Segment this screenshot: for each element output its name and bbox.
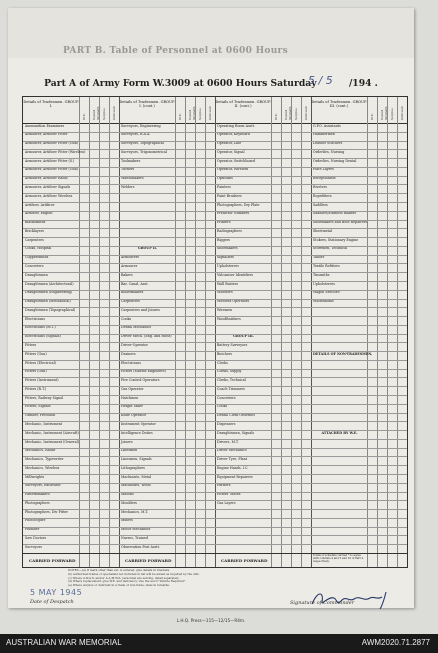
ghost-title: PART B. Table of Personnel at 0600 Hours <box>63 46 288 56</box>
trade-row-label: Surveyors, Engineering <box>121 123 161 128</box>
trade-row-label: Saddlers <box>313 202 328 207</box>
subcolumn-header: W.E. <box>82 113 86 120</box>
trade-row-label: Armourer, Artificer Fitter <box>25 132 68 137</box>
trade-row-label: Dispensers <box>217 421 236 426</box>
subcolumn-header: Deficient <box>112 106 116 120</box>
trade-row-label: Draughtsmen (Architectural) <box>25 281 74 286</box>
svg-text:Ajdlea Lieut: Ajdlea Lieut <box>328 608 335 609</box>
column-header: Details of Tradesmen. GROUP I. <box>23 100 79 109</box>
row-divider <box>23 377 407 378</box>
row-divider <box>23 184 407 185</box>
trade-row-label: Mechanics, Radar <box>25 448 56 453</box>
trade-row-label: GROUP III. <box>233 334 254 339</box>
trade-row-label: Boilermakers <box>121 290 144 295</box>
row-divider <box>23 202 407 203</box>
row-divider <box>23 535 407 536</box>
trade-row-label: Lithographers <box>121 465 145 470</box>
trade-row-label: Sheetmetal <box>313 228 333 233</box>
trade-row-label: Carpenters <box>25 237 44 242</box>
trade-row-label: Cooks <box>217 404 228 409</box>
trade-row-label: Armourer, Artificer Fitter (Wireless) <box>25 149 86 154</box>
trade-row-label: Tinsmiths <box>313 272 330 277</box>
trade-row-label: Saw Doctors <box>25 536 47 541</box>
trade-row-label: Blacksmiths <box>25 220 46 225</box>
date-of-despatch-label: Date of Despatch <box>30 599 74 605</box>
row-divider <box>23 456 407 457</box>
trade-row-label: Linesmen, Signals <box>121 457 152 462</box>
trade-row-label: Mechanic, Instrument <box>25 421 63 426</box>
trade-row-label: Riveters <box>313 185 327 190</box>
trade-row-label: Driver Mech. (Eng. and Hoist) <box>121 334 172 339</box>
trade-row-label: Electricians <box>25 316 45 321</box>
row-divider <box>23 281 407 282</box>
trade-row-label: Fitters' Mates <box>217 492 241 497</box>
row-divider <box>23 237 407 238</box>
trade-row-label: Wireless Operators <box>217 299 250 304</box>
row-divider <box>23 351 407 352</box>
row-divider <box>23 272 407 273</box>
press-mark: L.H.Q. Press—115—12/15—R4m. <box>176 618 246 623</box>
trade-row-label: Fitters (R.T.) <box>25 386 47 391</box>
row-divider <box>23 544 407 545</box>
trade-row-label: Wall Busters <box>217 281 239 286</box>
row-divider <box>23 421 407 422</box>
trade-row-label: Instrument Operator <box>121 421 156 426</box>
trade-row-label: Patternmakers <box>25 492 50 497</box>
subcolumn-header: Posted Strength <box>284 106 292 120</box>
trade-row-label: Surveyors <box>25 544 42 549</box>
trade-row-label: Opticians <box>217 176 233 181</box>
trade-row-label: Printers <box>217 220 231 225</box>
trade-row-label: Clerks <box>217 360 228 365</box>
trade-row-label: Gas Operator <box>121 386 144 391</box>
trade-row-label: Gas Layers <box>217 500 236 505</box>
trade-row-label: Shoemakers <box>217 246 238 251</box>
trade-row-label: Height Taker <box>121 404 143 409</box>
trade-row-label: Carpenters <box>121 299 140 304</box>
column-header: Details of Tradesmen. GROUP I. (cont.) <box>119 100 175 109</box>
row-divider <box>23 492 407 493</box>
trade-row-label: Hammermen <box>313 132 335 137</box>
trade-row-label: Driver Tyre, Plant <box>217 457 248 462</box>
row-divider <box>23 132 407 133</box>
form-title: Part A of Army Form W.3009 at 0600 Hours Saturday /194 . <box>44 78 378 89</box>
subcolumn-header: Posted Strength <box>380 106 388 120</box>
carried-forward-label: CARRIED FORWARD <box>29 557 76 563</box>
trade-row-label: Nurses, Trained <box>121 536 148 541</box>
accession-number: AWM2020.71.2877 <box>361 638 430 647</box>
trade-row-label: Drivers, M.T. <box>217 439 239 444</box>
trade-row-label: Predictor Numbers <box>217 211 250 216</box>
trade-row-label: Bricklayers <box>25 228 44 233</box>
trade-row-label: Masons <box>121 492 134 497</box>
row-divider <box>23 386 407 387</box>
trade-row-label: Concreters <box>25 264 44 268</box>
row-divider <box>23 404 407 405</box>
trade-row-label: Leather Stitchers <box>313 141 343 146</box>
trade-row-label: Operator, Wireless <box>217 167 249 172</box>
trade-row-label: Upholsterers <box>217 264 239 268</box>
subcolumn-header: W.E. <box>274 113 278 120</box>
trade-row-label: Grinder, Precision <box>25 413 56 418</box>
trade-row-label: Photographers <box>25 500 50 505</box>
trade-row-label: Fire Control Operators <box>121 378 160 383</box>
form-sheet <box>8 8 414 623</box>
trade-row-label: Fitters (Electrical) <box>25 360 56 365</box>
trade-row-label: Mechanics, Wireless <box>25 465 60 470</box>
note-line: (b) Authorised trades or specialists not included in list will be added as required by the unit. <box>68 571 200 576</box>
trade-row-label: Saddlers/Harness makers <box>313 211 357 216</box>
trade-row-label: Plate Layers <box>313 167 334 172</box>
archive-name: AUSTRALIAN WAR MEMORIAL <box>6 638 122 647</box>
note-line: (c) Where A.W.A.S. and/or A.A.M.W.S. personnel are serving, detail separately. <box>68 575 180 580</box>
trade-row-label: Wheelers <box>217 290 233 295</box>
column-header: Details of Tradesmen. GROUP III. (cont.) <box>311 100 367 109</box>
trade-row-label: Armourer, Artificer Radio <box>25 176 68 181</box>
subcolumn-header: W.E. <box>178 113 182 120</box>
subcolumn-header: Surplus <box>198 108 202 120</box>
row-divider <box>23 509 407 510</box>
trade-row-label: Draughtsmen <box>25 272 48 277</box>
trade-row-label: Cooks <box>121 316 132 321</box>
row-divider <box>23 211 407 212</box>
carried-forward-label: CARRIED FORWARD <box>125 557 172 563</box>
trade-row-label: Photocopier <box>25 518 46 523</box>
row-divider <box>23 527 407 528</box>
subcolumn-header: Surplus <box>102 108 106 120</box>
row-divider <box>23 430 407 431</box>
trade-row-label: Electricians (Signals) <box>25 334 61 339</box>
trade-row-label: DETAILS OF NON-TRADESMEN. <box>313 351 373 356</box>
trade-row-label: Armourer, Artificer Fitter (Gun) <box>25 167 79 172</box>
trade-row-label: Photographers, Div Fitter <box>25 509 68 514</box>
trade-row-label: Clerks, Technical <box>217 378 246 383</box>
trade-row-label: Turners <box>121 167 135 172</box>
trade-row-label: Hatchmen <box>121 395 139 400</box>
row-divider <box>23 220 407 221</box>
notes-section <box>68 569 388 588</box>
column-header: Details of Tradesmen. GROUP II. (cont.) <box>215 100 271 109</box>
trade-row-label: Operator, Signal <box>217 149 245 154</box>
trade-row-label: Equipment Repairers <box>217 474 253 479</box>
row-divider <box>23 263 407 264</box>
trade-row-label: Draughtsmen (Mechanical) <box>25 299 71 304</box>
trade-row-label: Machinists, Metal <box>121 474 152 479</box>
subcolumn-header: Deficient <box>400 106 404 120</box>
row-divider <box>23 316 407 317</box>
handwritten-date: 5 / 5 <box>308 74 333 87</box>
trade-row-label: Mechanic, Instrument (General) <box>25 439 79 444</box>
note-line: (d) Where replacement, give W.E. and deficiency. Use the word "Vehicle Required". <box>68 579 186 584</box>
trade-row-label: Plumber <box>25 527 40 532</box>
row-divider <box>23 334 407 335</box>
trade-row-label: Bakers <box>121 272 133 277</box>
trades-table <box>22 96 408 568</box>
trade-row-label: Miners <box>121 518 133 523</box>
trade-row-label: Intelligence Duties <box>121 430 153 435</box>
row-divider <box>23 176 407 177</box>
row-divider <box>23 299 407 300</box>
trade-row-label: Knife Operator <box>121 413 147 418</box>
subcolumn-header: W.E. <box>370 113 374 120</box>
commander-signature <box>308 588 408 610</box>
trade-row-label: Fitters (Gun) <box>25 351 47 356</box>
trade-row-label: Butchers <box>217 351 233 356</box>
trade-row-label: ATTACHED BY W.E. <box>321 430 358 435</box>
trade-row-label: Photographers, Dry Plate <box>217 202 260 207</box>
trade-row-label: Mechanic, Instrument (Aircraft) <box>25 430 79 435</box>
trade-row-label: Toolmakers <box>121 158 141 163</box>
trade-row-label: Operator, Keyboard <box>217 132 250 137</box>
archive-footer <box>0 634 438 653</box>
row-divider <box>23 325 407 326</box>
carried-forward-label: CARRIED FORWARD <box>221 557 268 563</box>
row-divider <box>23 141 407 142</box>
trade-row-label: Mechanics, M.T. <box>121 509 149 514</box>
trade-row-label: Draughtsmen (Engineering) <box>25 290 72 295</box>
trade-row-label: Riggers <box>217 237 230 242</box>
trade-row-label: Paint Brushers <box>217 193 242 198</box>
trade-row-label: Textile Refitters <box>313 264 340 268</box>
trade-row-label: Coach Trimmers <box>217 386 245 391</box>
trade-row-label: Carpenters and Joiners <box>121 307 160 312</box>
trade-row-label: Driver Mechanics <box>217 448 247 453</box>
row-divider <box>23 246 407 247</box>
row-divider <box>23 474 407 475</box>
trade-row-label: Fitters <box>25 342 37 347</box>
trade-row-label: Farriers <box>217 483 231 488</box>
trade-row-label: Artificer, Artificer <box>25 202 55 207</box>
trade-row-label: Fitters, Signals <box>25 404 51 409</box>
row-divider <box>23 255 407 256</box>
trade-row-label: Upholsterers <box>313 281 335 286</box>
row-divider <box>23 395 407 396</box>
trade-row-label: GROUP II. <box>137 246 158 251</box>
trade-row-label: Wagon Erectors <box>313 290 340 295</box>
trade-row-label: Armourer, Artificer Wireless <box>25 193 73 198</box>
trade-row-label: Dental Clerk Orderlies <box>217 413 255 418</box>
trade-row-label: Surveyors, Trigonometrical <box>121 149 167 154</box>
trade-row-label: Draughtsmen, Signals <box>217 430 255 435</box>
trade-row-label: Signallers <box>217 255 234 260</box>
trade-row-label: Operator, Switchboard <box>217 158 256 163</box>
trade-row-label: Joiners <box>121 439 133 444</box>
trade-row-label: Coppersmiths <box>25 255 49 260</box>
trade-row-label: Cooks, Hospital <box>25 246 52 251</box>
row-divider <box>23 167 407 168</box>
trade-row-label: Drainers <box>121 351 136 356</box>
trade-row-label: Mechanics, Typewriter <box>25 457 64 462</box>
row-divider <box>23 228 407 229</box>
trade-row-label: Ammunition Examiners <box>25 123 65 128</box>
trade-row-label: Electricians (M.T.) <box>25 325 56 330</box>
row-divider <box>23 193 407 194</box>
trade-row-label: Dental Mechanics <box>121 325 152 330</box>
trade-row-label: Linesmen <box>121 448 138 453</box>
trade-row-label: Armourer <box>121 264 138 268</box>
trade-row-label: Vulcaniser Identifiers <box>217 272 253 277</box>
trade-row-label: Surveyors, Excavator <box>25 483 61 488</box>
subcolumn-header: Surplus <box>390 108 394 120</box>
trade-row-label: Wiremen <box>217 307 233 312</box>
trade-row-label: Driver-Operator <box>121 342 148 347</box>
trade-row-label: Millwrights <box>25 474 45 479</box>
trade-row-label: Watchmakers <box>121 176 144 181</box>
trade-row-label: Armourer, Artificer Fitter (Gun) <box>25 141 79 146</box>
trade-row-label: Receptionists <box>313 176 336 181</box>
trade-row-label: Electricians <box>121 360 141 365</box>
subcolumn-header: Posted Strength <box>188 106 196 120</box>
row-divider <box>23 158 407 159</box>
trade-row-label: Artificer, Engine <box>25 211 53 216</box>
row-divider <box>23 518 407 519</box>
row-divider <box>23 500 407 501</box>
trade-row-label: Operating Room Asstt. <box>217 123 256 128</box>
row-divider <box>23 483 407 484</box>
subcolumn-header: Deficient <box>208 106 212 120</box>
trade-row-label: Motor Mechanics <box>121 527 151 532</box>
row-divider <box>23 465 407 466</box>
trade-row-label: Clerks, Supply <box>217 369 242 374</box>
row-divider <box>23 439 407 440</box>
trade-row-label: Draughtsmen (Topographical) <box>25 307 76 312</box>
trade-row-label: Storemen, Technical <box>313 246 348 251</box>
trade-row-label: Armourer, Artificer Signals <box>25 185 71 190</box>
row-divider <box>23 360 407 361</box>
trade-row-label: Engine Hands, I.C. <box>217 465 249 470</box>
row-divider <box>23 448 407 449</box>
row-divider <box>23 369 407 370</box>
totals-note: Totals of schedule carried * to agree with columns 4 and 5 and 10 of Part A respectively. <box>313 554 364 563</box>
trade-row-label: Bar, Canal, Asst. <box>121 281 149 286</box>
trade-row-label: Observation Post Asstt. <box>121 544 160 549</box>
signature-label: Signature of Commander <box>290 600 355 606</box>
trade-row-label: Machinists, Wood <box>121 483 151 488</box>
trade-row-label: Radiographers <box>217 228 242 233</box>
trade-row-label: Moulders <box>121 500 137 505</box>
note-line: (e) Where surplus or deficient in a trade or non-trade, state in remarks. <box>68 583 170 588</box>
trade-row-label: Orderlies, Nursing <box>313 149 345 154</box>
trade-row-label: Ropefitters <box>313 193 332 198</box>
subcolumn-header: Surplus <box>294 108 298 120</box>
trade-row-label: Fitters, Railway Signal <box>25 395 64 400</box>
trade-row-label: Fitters (Marine Engineers) <box>121 369 166 374</box>
trade-row-label: Welders <box>121 185 135 190</box>
trade-row-label: G.P.O. Assistants <box>313 123 341 128</box>
trade-row-label: Painters <box>217 185 231 190</box>
trade-row-label: Surveyors, Topographical <box>121 141 164 146</box>
subcolumn-header: Posted Strength <box>92 106 100 120</box>
trade-row-label: Shoemakers and Boot Repairers <box>313 220 368 225</box>
trade-row-label: Armourer, Artificer Fitter (S.) <box>25 158 75 163</box>
trade-row-label: Stokers, Stationary Engine <box>313 237 359 242</box>
row-divider <box>23 290 407 291</box>
trade-row-label: Armourers <box>121 255 139 260</box>
trade-row-label: Fitters (Instrument) <box>25 378 59 383</box>
row-divider <box>23 307 407 308</box>
trade-row-label: Woodfinishers <box>217 316 241 321</box>
note-line: NOTES.—(a) If mark other than ext. is entered, give details in brackets. <box>68 568 170 572</box>
date-received-stamp: 5 MAY 1945 <box>30 588 83 597</box>
trade-row-label: Tailors <box>313 255 325 260</box>
trade-row-label: Whitesmiths <box>313 299 334 304</box>
trade-row-label: Battery Surveyors <box>217 342 248 347</box>
trade-row-label: Fitters (Gun) <box>25 369 47 374</box>
row-divider <box>23 149 407 150</box>
trade-row-label: Concreters <box>217 395 236 400</box>
subcolumn-header: Deficient <box>304 106 308 120</box>
trade-row-label: Surveyors, R.A.A. <box>121 132 151 137</box>
trade-row-label: Operator, Line <box>217 141 242 146</box>
row-divider <box>23 413 407 414</box>
row-divider <box>23 342 407 343</box>
trade-row-label: Orderlies, Nursing Dental <box>313 158 357 163</box>
